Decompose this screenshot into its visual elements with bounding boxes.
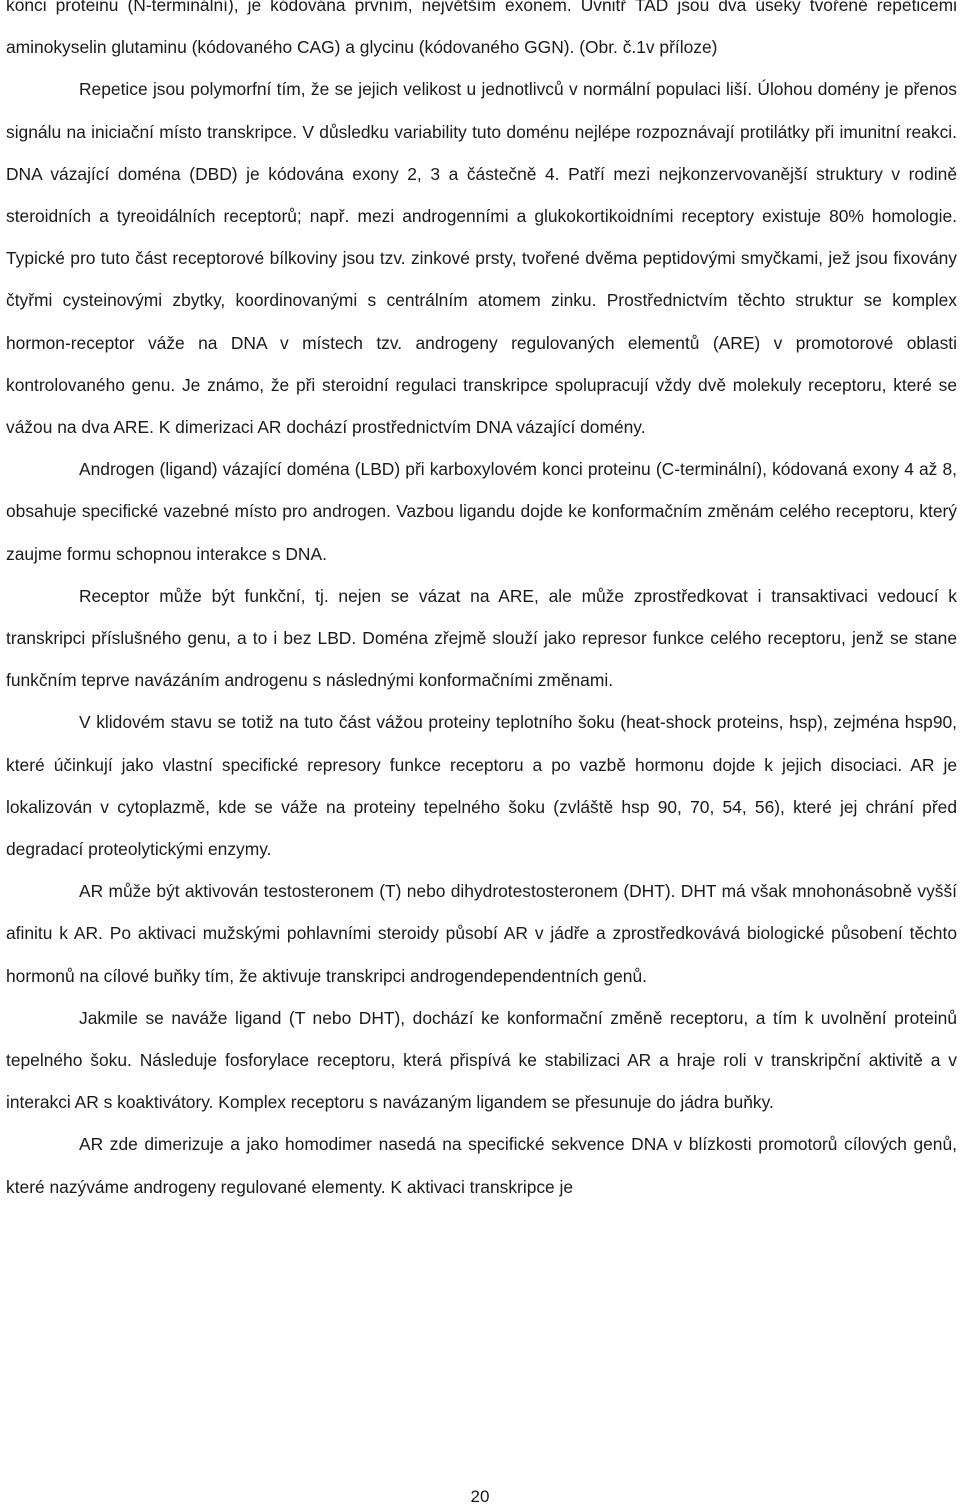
paragraph-ligand-binding-domain: Androgen (ligand) vázající doména (LBD) při karboxylovém konci proteinu (C-terminální), kódovaná exony 4 až 8, obsahuje specifické vazebné místo pro androgen. Vazbou ligandu dojde ke konformačním změnám celého receptoru, který zaujme formu schopnou interakce s DNA. <box>6 459 957 564</box>
paragraph-dimerization: AR zde dimerizuje a jako homodimer nasedá na specifické sekvence DNA v blízkosti promotorů cílových genů, které nazýváme androgeny regulované elementy. K aktivaci transkripce je <box>6 1134 957 1197</box>
page-number: 20 <box>470 1487 490 1506</box>
paragraph-n-terminal-domain: konci proteinu (N-terminální), je kódována prvním, největším exonem. Uvnitř TAD jsou dva úseky tvořené repeticemi aminokyselin glutaminu (kódovaného CAG) a glycinu (kódovaného GGN). (Obr. č.1v příloze) <box>6 0 957 58</box>
paragraph-ligand-binding-process: Jakmile se naváže ligand (T nebo DHT), dochází ke konformační změně receptoru, a tím k uvolnění proteinů tepelného šoku. Následuje fosforylace receptoru, která přispívá ke stabilizaci AR a hraje roli v transkripční aktivitě a v interakci AR s koaktivátory. Komplex receptoru s navázaným ligandem se přesunuje do jádra buňky. <box>6 1007 957 1113</box>
paragraph-dna-binding-domain: Repetice jsou polymorfní tím, že se jejich velikost u jednotlivců v normální populaci liší. Úlohou domény je přenos signálu na iniciační místo transkripce. V důsledku variability tuto doménu nejlépe rozpoznávají protilátky při imunitní reakci. DNA vázající doména (DBD) je kódována exony 2, 3 a částečně 4. Patří mezi nejkonzervovanější struktury v rodině steroidních a tyreoidálních receptorů; např. mezi androgenními a glukokortikoidními receptory existuje 80% homologie. Typické pro tuto část receptorové bílkoviny jsou tzv. zinkové prsty, tvořené dvěma peptidovými smyčkami, jež jsou fixovány čtyřmi cysteinovými zbytky, koordinovanými s centrálním atomem zinku. Prostřednictvím těchto struktur se komplex hormon-receptor váže na DNA v místech tzv. androgeny regulovaných elementů (ARE) v promotorové oblasti kontrolovaného genu. Je známo, že při steroidní regulaci transkripce spolupracují vždy dvě molekuly receptoru, které se vážou na dva ARE. K dimerizaci AR dochází prostřednictvím DNA vázající domény. <box>6 79 957 438</box>
paragraph-heat-shock-proteins: V klidovém stavu se totiž na tuto část vážou proteiny teplotního šoku (heat-shock proteins, hsp), zejména hsp90, které účinkují jako vlastní specifické represory funkce receptoru a po vazbě hormonu dojde k jejich disociaci. AR je lokalizován v cytoplazmě, kde se váže na proteiny tepelného šoku (zvláště hsp 90, 70, 54, 56), které jej chrání před degradací proteolytickými enzymy. <box>6 712 957 860</box>
paragraph-receptor-function: Receptor může být funkční, tj. nejen se vázat na ARE, ale může zprostředkovat i transaktivaci vedoucí k transkripci příslušného genu, a to i bez LBD. Doména zřejmě slouží jako represor funkce celého receptoru, jenž se stane funkčním teprve navázáním androgenu s následnými konformačními změnami. <box>6 585 957 691</box>
paragraph-ar-activation: AR může být aktivován testosteronem (T) nebo dihydrotestosteronem (DHT). DHT má však mnohonásobně vyšší afinitu k AR. Po aktivaci mužskými pohlavními steroidy působí AR v jádře a zprostředkovává biologické působení těchto hormonů na cílové buňky tím, že aktivuje transkripci androgendependentních genů. <box>6 881 957 986</box>
